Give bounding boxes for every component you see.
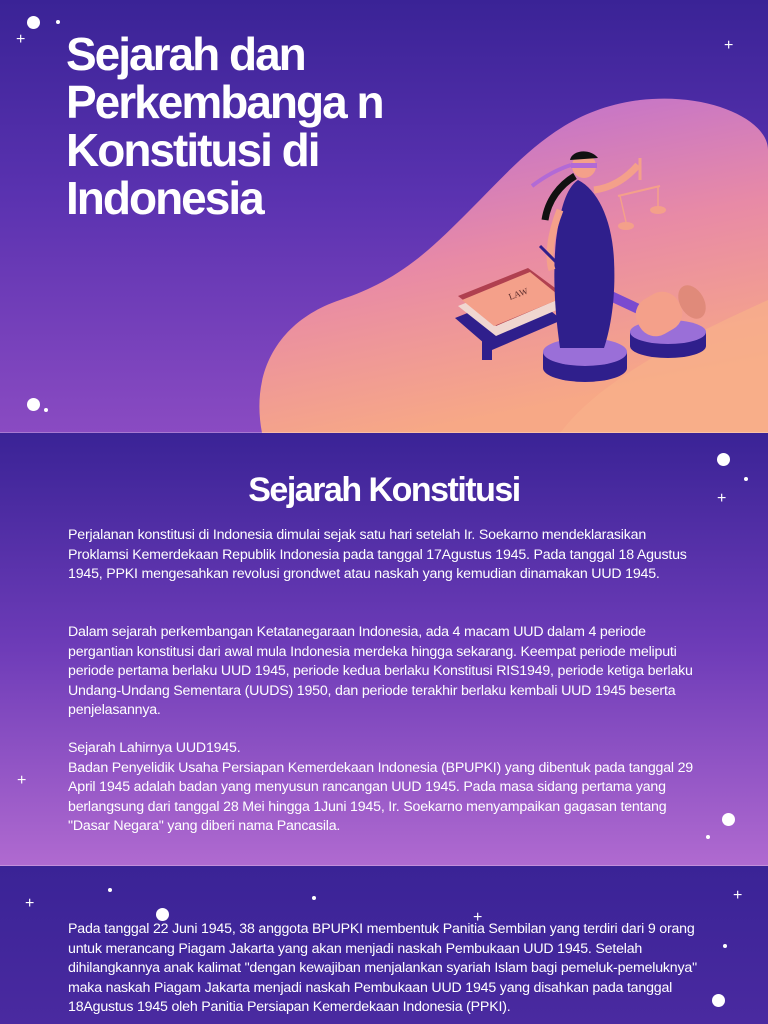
star-icon: +	[473, 909, 483, 926]
paragraph-3: Sejarah Lahirnya UUD1945. Badan Penyelidik Usaha Persiapan Kemerdekaan Indonesia (BPUPKI) yang dibentuk pada tanggal 29 April 1945 adalah badan yang menyusun rancangan UUD 1945. Pada masa sidang pertama yang berlangsung dari tanggal 28 Mei hingga 1Juni 1945, Ir. Soekarno menyampaikan gagasan tentang "Dasar Negara" yang diberi nama Pancasila.	[68, 740, 693, 834]
star-icon: +	[717, 490, 727, 507]
star-icon: +	[16, 31, 26, 48]
book-label: LAW	[507, 285, 530, 302]
dot-icon	[706, 835, 710, 839]
dot-icon	[723, 944, 727, 948]
dot-icon	[744, 477, 748, 481]
content-slide-history	[0, 433, 768, 866]
dot-icon	[312, 896, 316, 900]
title-slide	[0, 0, 768, 433]
dot-icon	[108, 888, 112, 892]
section-heading: Sejarah Konstitusi	[248, 471, 520, 509]
star-icon: +	[733, 887, 743, 904]
dot-icon	[27, 398, 40, 411]
star-icon: +	[17, 772, 27, 789]
dot-icon	[27, 16, 40, 29]
page-title: Sejarah dan Perkembanga n Konstitusi di Indonesia	[66, 28, 383, 224]
dot-icon	[712, 994, 725, 1007]
paragraph-1: Perjalanan konstitusi di Indonesia dimulai sejak satu hari setelah Ir. Soekarno mendeklarasikan Proklamsi Kemerdekaan Republik Indonesia pada tanggal 17Agustus 1945. Pada tanggal 18 Agustus 1945, PPKI mengesahkan revolusi grondwet atau naskah yang kemudian dinamakan UUD 1945.	[68, 527, 687, 582]
paragraph-4: Pada tanggal 22 Juni 1945, 38 anggota BPUPKI membentuk Panitia Sembilan yang terdiri dari 9 orang untuk merancang Piagam Jakarta yang akan menjadi naskah Pembukaan UUD 1945. Setelah dihilangkannya anak kalimat "dengan kewajiban menjalankan syariah Islam bagi pemeluk-pemeluknya" maka naskah Piagam Jakarta menjadi naskah Pembukaan UUD 1945 yang disahkan pada tanggal 18Agustus 1945 oleh Panitia Persiapan Kemerdekaan Indonesia (PPKI).	[68, 921, 697, 1015]
star-icon: +	[724, 37, 734, 54]
dot-icon	[722, 813, 735, 826]
dot-icon	[56, 20, 60, 24]
dot-icon	[156, 908, 169, 921]
star-icon: +	[25, 895, 35, 912]
paragraph-2: Dalam sejarah perkembangan Ketatanegaraan Indonesia, ada 4 macam UUD dalam 4 periode pergantian konstitusi dari awal mula Indonesia merdeka hingga sekarang. Keempat periode meliputi periode pertama berlaku UUD 1945, periode kedua berlaku Konstitusi RIS1949, periode ketiga berlaku Undang-Undang Sementara (UUDS) 1950, dan periode terakhir berlaku kembali UUD 1945 beserta penjelasannya.	[68, 624, 693, 718]
content-slide-continued	[0, 866, 768, 1024]
dot-icon	[717, 453, 730, 466]
dot-icon	[44, 408, 48, 412]
